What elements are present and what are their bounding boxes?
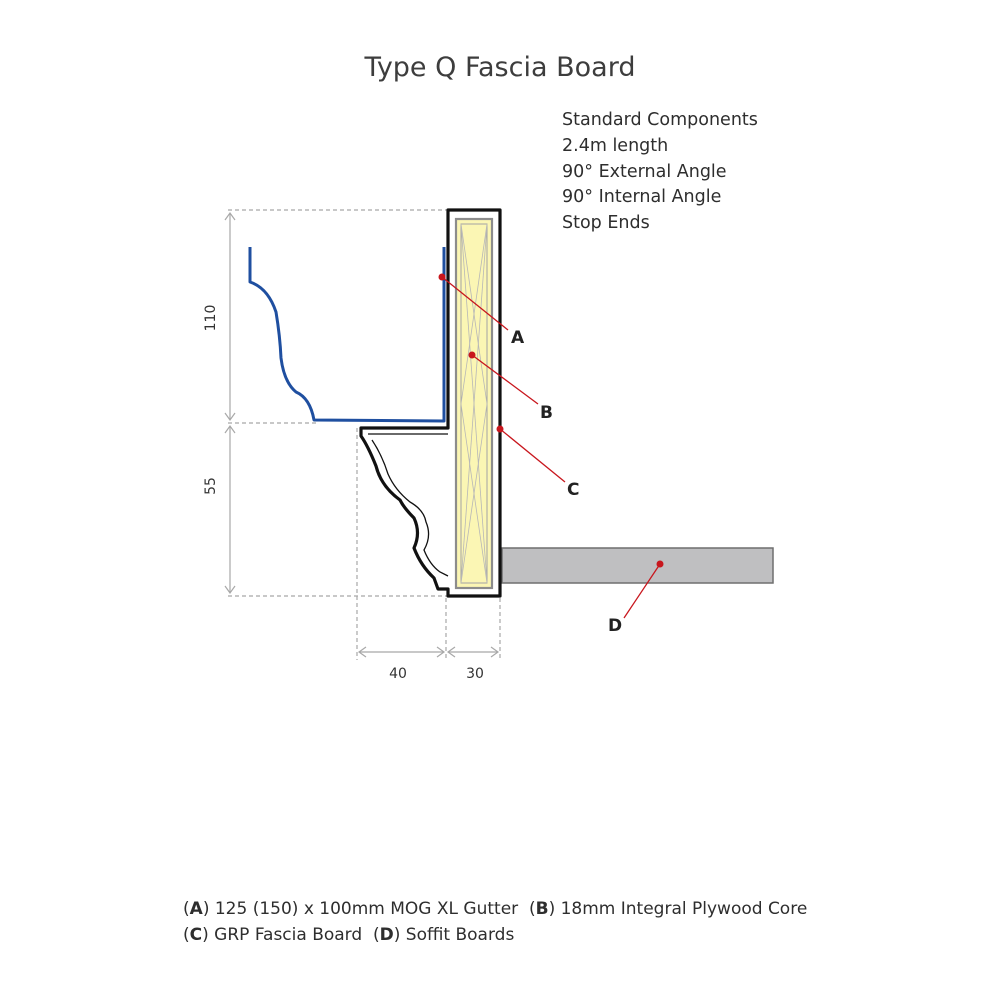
parts-legend [183, 896, 807, 948]
components-heading: Standard Components [562, 110, 758, 130]
callout-label-a: A [511, 328, 525, 348]
component-item: 90° Internal Angle [562, 187, 722, 208]
legend-row: (A) 125 (150) x 100mm MOG XL Gutter (B) 18mm Integral Plywood Core [183, 899, 808, 919]
soffit-board [502, 548, 773, 583]
dimension-label-30: 30 [466, 666, 484, 682]
legend-text-d: Soffit Boards [405, 925, 515, 945]
component-item: 2.4m length [562, 135, 669, 156]
legend-letter-c: C [189, 925, 203, 945]
legend-text-b: 18mm Integral Plywood Core [560, 899, 808, 919]
diagram-title: Type Q Fascia Board [364, 52, 636, 83]
legend-row: (C) GRP Fascia Board (D) Soffit Boards [183, 925, 515, 945]
legend-letter-b: B [535, 899, 549, 919]
component-item: Stop Ends [562, 213, 650, 234]
legend-letter-a: A [189, 899, 203, 919]
legend-text-c: GRP Fascia Board [214, 925, 363, 945]
legend-letter-d: D [379, 925, 394, 945]
callout-label-b: B [540, 403, 553, 423]
dimension-label-40: 40 [389, 666, 407, 682]
dimension-label-55: 55 [203, 477, 219, 495]
dimension-label-110: 110 [203, 304, 219, 332]
callout-label-c: C [567, 480, 580, 500]
legend-text-a: 125 (150) x 100mm MOG XL Gutter [214, 899, 519, 919]
component-item: 90° External Angle [562, 161, 727, 182]
mog-gutter-profile [250, 247, 444, 421]
callout-label-d: D [608, 616, 623, 636]
